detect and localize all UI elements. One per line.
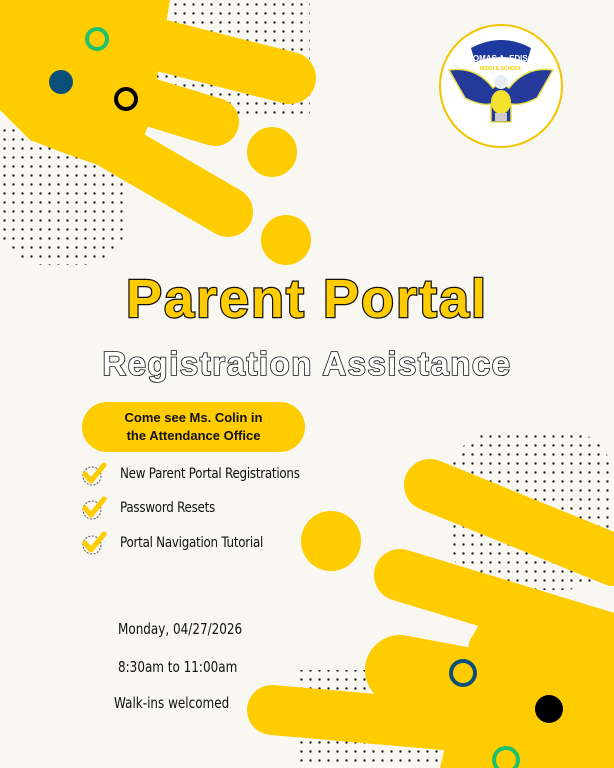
navy-dot <box>49 70 73 94</box>
checkmark-icon <box>80 494 108 522</box>
yellow-bar <box>110 90 215 122</box>
yellow-dot <box>301 511 361 571</box>
page-title: Parent Portal <box>125 269 489 329</box>
list-item <box>80 494 232 522</box>
service-label: New Parent Portal Registrations <box>120 466 300 482</box>
page-subtitle: Registration Assistance <box>102 345 512 382</box>
service-label: Password Resets <box>120 500 215 516</box>
location-callout <box>82 402 305 452</box>
black-dot <box>535 695 563 723</box>
event-note: Walk-ins welcomed <box>114 694 230 712</box>
service-label: Portal Navigation Tutorial <box>120 535 264 551</box>
yellow-dot <box>261 215 311 265</box>
school-logo <box>439 24 563 148</box>
yellow-dot <box>247 127 297 177</box>
list-item <box>80 529 288 557</box>
logo-school-type: MIDDLE SCHOOL <box>480 66 522 72</box>
checkmark-icon <box>80 529 108 557</box>
callout-line-1: Come see Ms. Colin in <box>124 410 263 425</box>
event-date: Monday, 04/27/2026 <box>118 620 243 638</box>
callout-line-2: the Attendance Office <box>126 428 261 443</box>
eagle-icon <box>441 26 561 146</box>
logo-school-name: THOMAS A. EDISON <box>462 54 540 63</box>
list-item <box>80 460 331 488</box>
event-time: 8:30am to 11:00am <box>118 658 238 676</box>
checkmark-icon <box>80 460 108 488</box>
yellow-bar <box>400 670 560 700</box>
